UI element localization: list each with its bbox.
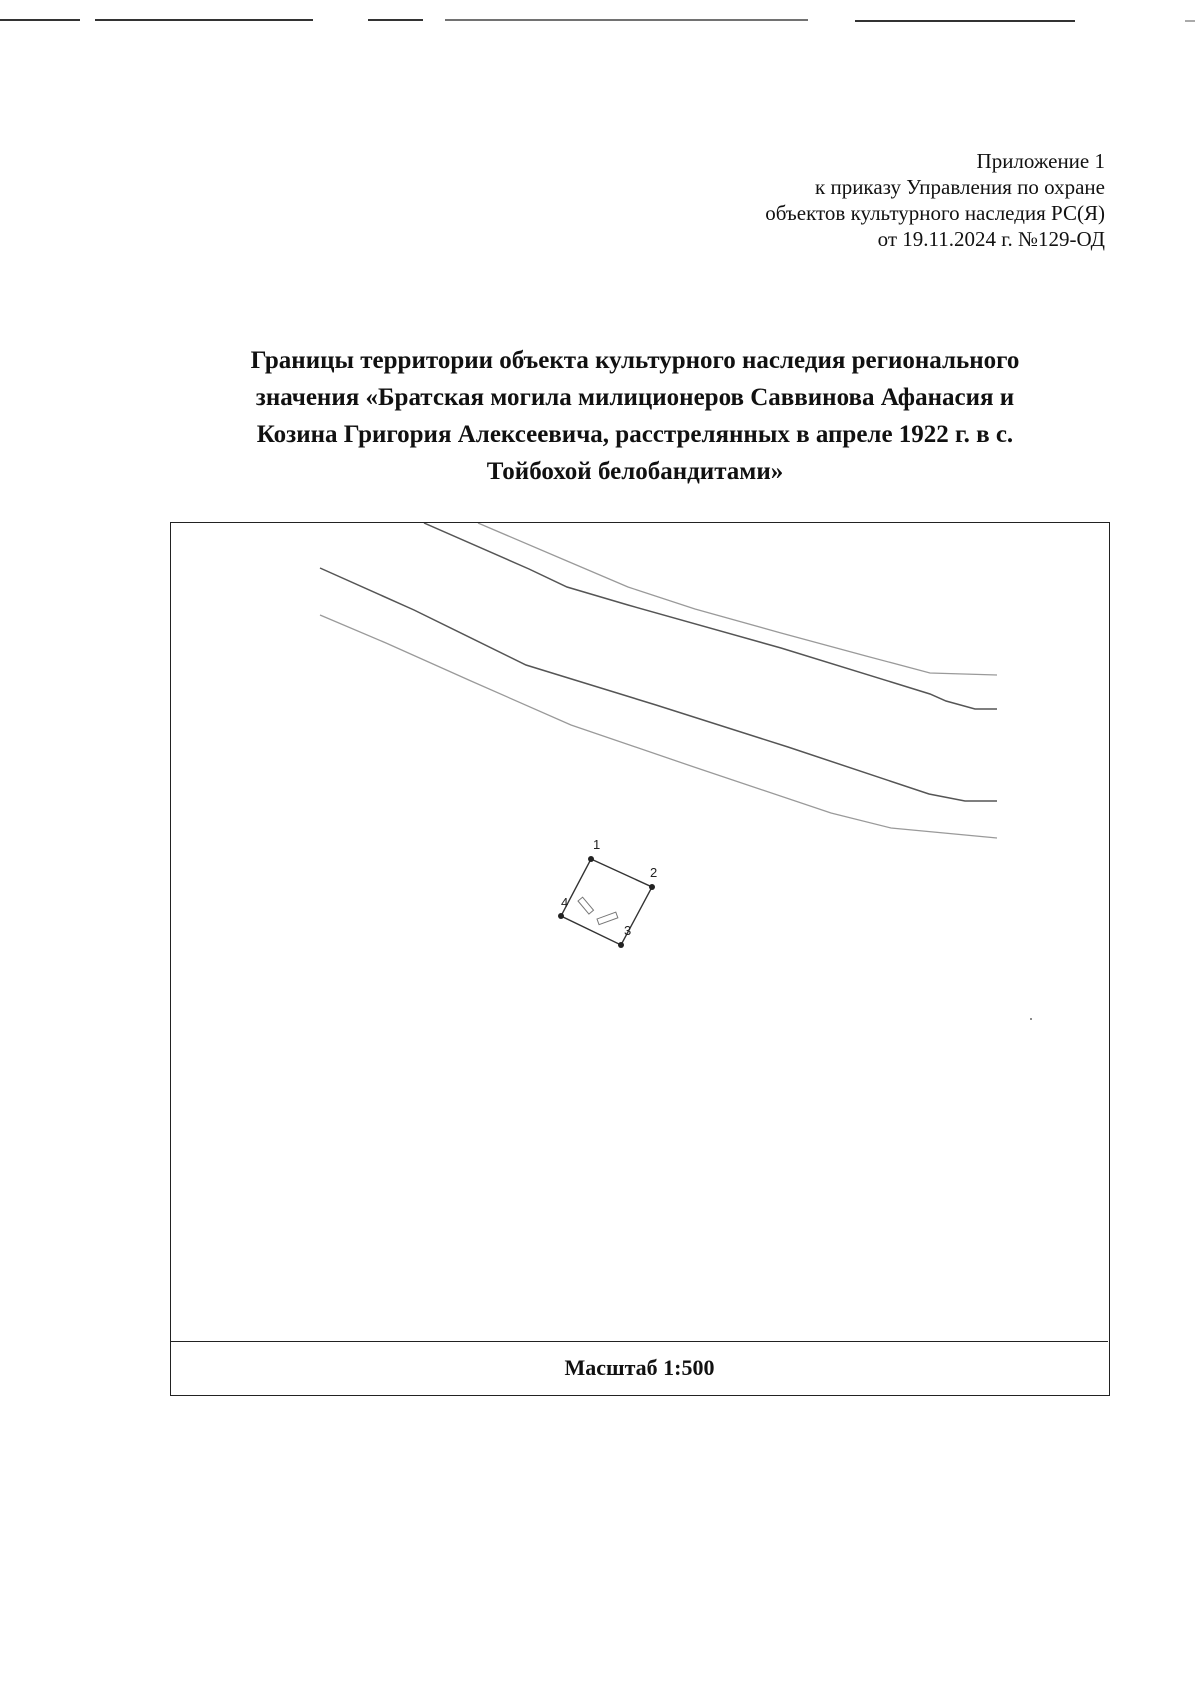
map-frame — [170, 522, 1110, 1396]
boundary-vertex-2 — [649, 884, 655, 890]
road-edge-upper-light — [478, 523, 997, 675]
appendix-line-3: объектов культурного наследия РС(Я) — [765, 201, 1105, 225]
vertex-label-2: 2 — [650, 865, 658, 880]
grave-marker-2 — [597, 912, 618, 924]
title-line-3: Козина Григория Алексеевича, расстрелянных в апреле 1922 г. в с. — [256, 421, 1014, 448]
grave-marker-1 — [578, 897, 594, 914]
road-edge-lower-light — [320, 615, 997, 838]
road-edge-lower — [320, 568, 997, 801]
boundary-vertex-3 — [618, 942, 624, 948]
appendix-line-2: к приказу Управления по охране — [815, 175, 1105, 199]
appendix-reference — [585, 148, 1105, 252]
scan-artifact-lines — [0, 0, 1200, 40]
appendix-line-4: от 19.11.2024 г. №129-ОД — [877, 227, 1105, 251]
title-line-4: Тойбохой белобандитами» — [486, 458, 784, 485]
vertex-label-4: 4 — [561, 895, 569, 910]
scan-dot — [1030, 1018, 1032, 1020]
boundary-vertex-4 — [558, 913, 564, 919]
scale-label: Масштаб 1:500 — [564, 1354, 715, 1380]
vertex-label-1: 1 — [593, 837, 601, 852]
document-title — [160, 342, 1110, 490]
territory-boundary — [561, 859, 652, 945]
boundary-map — [171, 523, 1108, 1342]
title-line-2: значения «Братская могила милиционеров Саввинова Афанасия и — [255, 384, 1015, 411]
boundary-vertex-1 — [588, 856, 594, 862]
road-edge-upper — [424, 523, 997, 709]
title-line-1: Границы территории объекта культурного наследия регионального — [250, 347, 1020, 374]
map-drawing — [171, 523, 1108, 1341]
appendix-line-1: Приложение 1 — [976, 149, 1105, 173]
vertex-label-3: 3 — [624, 923, 632, 938]
